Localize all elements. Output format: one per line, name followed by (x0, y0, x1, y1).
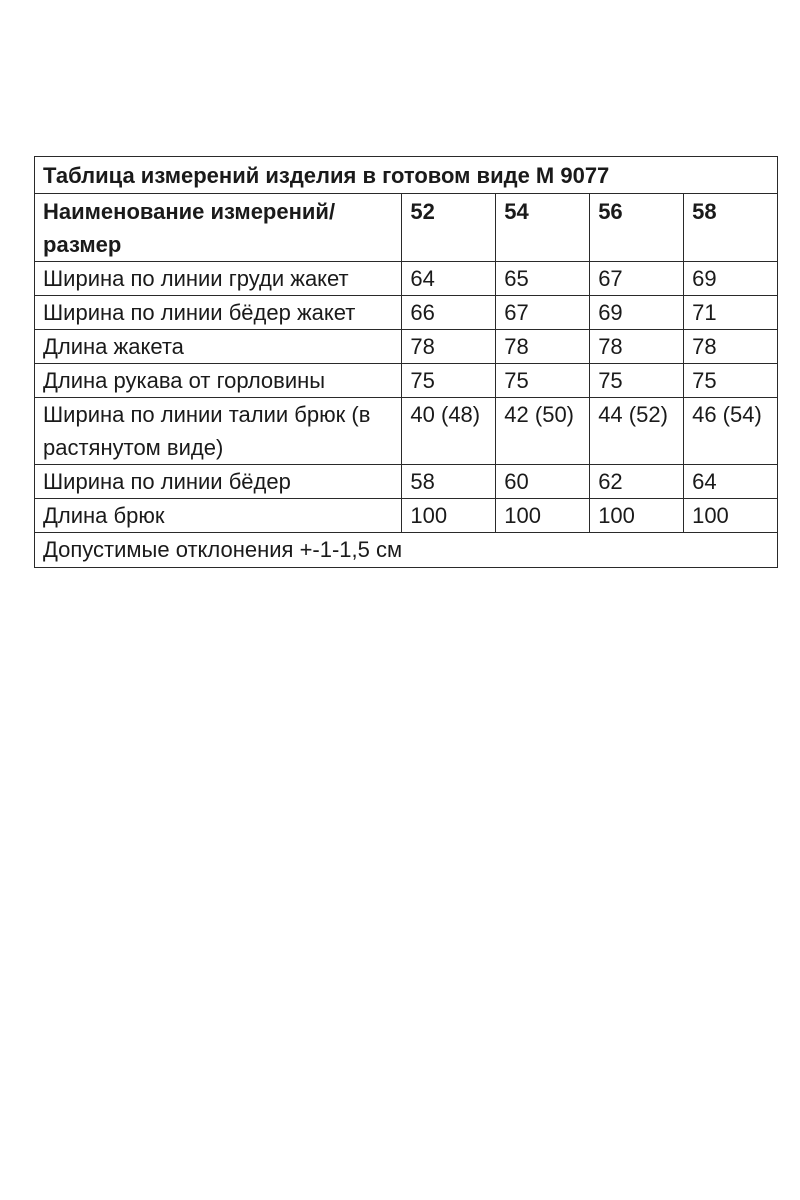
row-value: 67 (590, 262, 684, 296)
row-value: 75 (684, 364, 778, 398)
tolerance-note: Допустимые отклонения +-1-1,5 см (35, 533, 778, 568)
table-row (35, 364, 778, 398)
row-value: 100 (402, 499, 496, 533)
row-value: 40 (48) (402, 398, 496, 465)
table-row (35, 398, 778, 465)
row-value: 100 (590, 499, 684, 533)
row-label: Ширина по линии бёдер (35, 465, 402, 499)
row-value: 71 (684, 296, 778, 330)
table-title: Таблица измерений изделия в готовом виде М 9077 (35, 157, 778, 194)
table-footer-row (35, 533, 778, 568)
table-row (35, 465, 778, 499)
row-value: 69 (590, 296, 684, 330)
row-value: 75 (402, 364, 496, 398)
row-value: 78 (402, 330, 496, 364)
row-label: Ширина по линии бёдер жакет (35, 296, 402, 330)
row-value: 64 (684, 465, 778, 499)
row-value: 78 (590, 330, 684, 364)
header-size-58: 58 (684, 194, 778, 262)
row-value: 67 (496, 296, 590, 330)
row-value: 69 (684, 262, 778, 296)
row-value: 60 (496, 465, 590, 499)
size-measurement-table (34, 156, 778, 568)
row-label: Ширина по линии груди жакет (35, 262, 402, 296)
row-value: 65 (496, 262, 590, 296)
row-value: 62 (590, 465, 684, 499)
row-value: 100 (496, 499, 590, 533)
row-value: 64 (402, 262, 496, 296)
table-row (35, 330, 778, 364)
table-row (35, 499, 778, 533)
row-value: 100 (684, 499, 778, 533)
row-value: 46 (54) (684, 398, 778, 465)
header-size-56: 56 (590, 194, 684, 262)
row-label: Ширина по линии талии брюк (в растянутом виде) (35, 398, 402, 465)
row-value: 58 (402, 465, 496, 499)
row-value: 78 (496, 330, 590, 364)
row-value: 75 (590, 364, 684, 398)
table-title-row (35, 157, 778, 194)
table-row (35, 296, 778, 330)
row-value: 78 (684, 330, 778, 364)
header-size-54: 54 (496, 194, 590, 262)
row-label: Длина жакета (35, 330, 402, 364)
row-value: 75 (496, 364, 590, 398)
row-value: 44 (52) (590, 398, 684, 465)
row-value: 66 (402, 296, 496, 330)
row-label: Длина рукава от горловины (35, 364, 402, 398)
row-label: Длина брюк (35, 499, 402, 533)
table-header-row (35, 194, 778, 262)
row-value: 42 (50) (496, 398, 590, 465)
header-name-label: Наименование измерений/размер (35, 194, 402, 262)
table-row (35, 262, 778, 296)
header-size-52: 52 (402, 194, 496, 262)
